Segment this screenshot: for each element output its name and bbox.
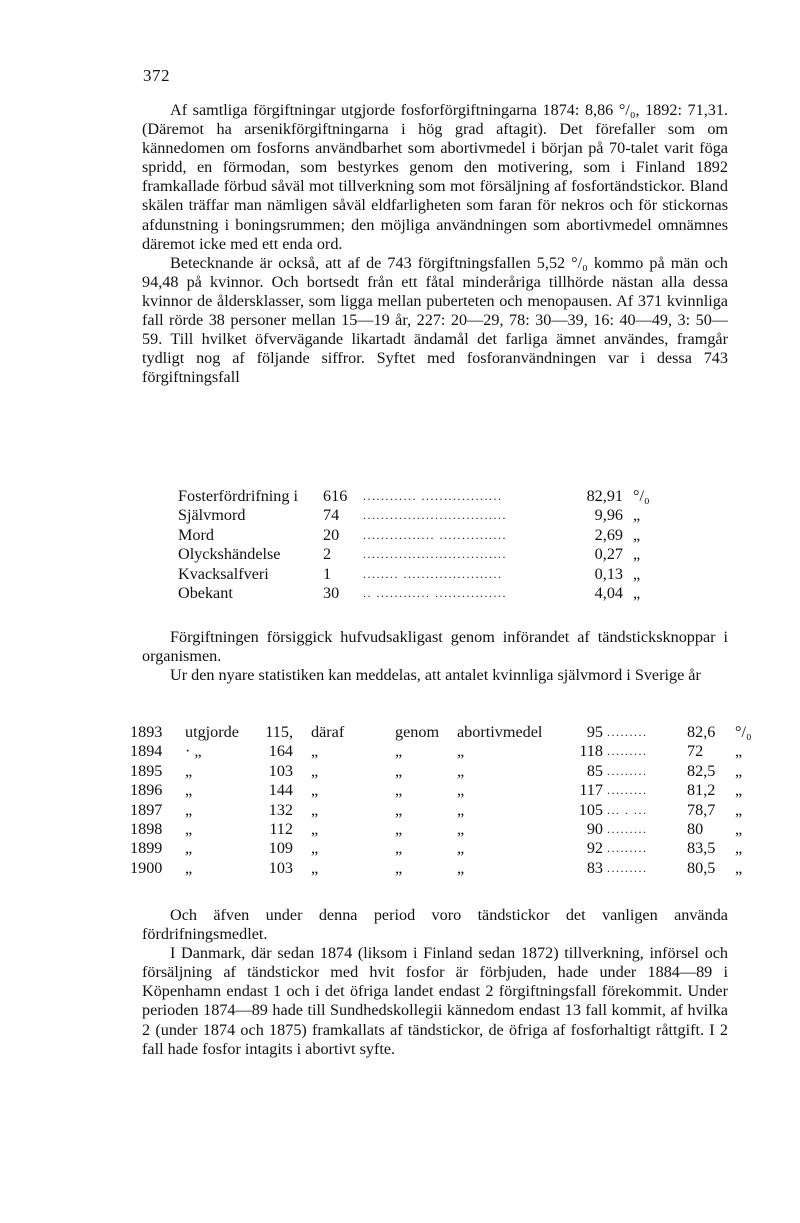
year-d1: „ <box>311 761 319 780</box>
year-total: 144 <box>268 781 293 800</box>
year-d2: genom <box>395 723 440 741</box>
year-d1: „ <box>311 781 319 800</box>
year-unit: „ <box>735 742 743 761</box>
cause-unit: °/₀ <box>633 487 650 505</box>
year-year: 1900 <box>130 858 163 877</box>
year-pct: 80 <box>687 820 704 839</box>
cause-row <box>178 487 663 506</box>
year-pct: 81,2 <box>687 781 716 800</box>
cause-table <box>178 487 663 603</box>
body-text-bottom <box>142 906 728 1059</box>
year-unit: „ <box>735 761 743 780</box>
cause-count: 30 <box>323 584 340 603</box>
year-d2: „ <box>395 839 403 858</box>
year-year: 1893 <box>130 723 163 741</box>
cause-row <box>178 545 663 564</box>
year-phrase: „ <box>185 761 193 780</box>
year-unit: „ <box>735 800 743 819</box>
year-d1: „ <box>311 820 319 839</box>
year-dots: ......... <box>607 860 648 875</box>
column-gap <box>293 742 311 761</box>
year-abort: 117 <box>579 781 603 800</box>
year-d2: „ <box>395 800 403 819</box>
paragraph: Af samtliga förgiftningar utgjorde fosforförgiftningarna 1874: 8,86 °/₀, 1892: 71,31. (Däremot ha arsenikförgiftningarna i hög grad aftagit). Det förefaller som om kännedomen om fosforns användbarhet som abortivmedel i början på 70-talet varit föga spridd, en förmodan, som bestyrkes genom den motivering, som i Finland 1892 framkallade förbud såväl mot tillverkning som mot försäljning af fosfortändstickor. Bland skälen träffar man nämligen såväl eldfarligheten som faran för nekros och för stickornas afdunstning i boningsrummen; den möjliga användningen som abortivmedel omnämnes däremot icke med ett enda ord. <box>142 101 728 253</box>
cause-dots: ................ ............... <box>363 527 507 542</box>
year-d2: „ <box>395 761 403 780</box>
cause-name: Kvacksalfveri <box>178 564 269 583</box>
cause-unit: „ <box>633 564 641 583</box>
cause-row <box>178 565 663 584</box>
column-gap <box>293 723 311 742</box>
year-d1: „ <box>311 800 319 819</box>
cause-count: 2 <box>323 545 332 564</box>
year-abort: 90 <box>586 820 603 839</box>
year-d2: „ <box>395 781 403 800</box>
year-abort: 83 <box>586 858 603 877</box>
cause-row <box>178 506 663 525</box>
cause-dots: .. ............ ................ <box>363 586 507 601</box>
cause-name: Olyckshändelse <box>178 545 281 564</box>
year-row <box>130 723 755 742</box>
year-total: 109 <box>268 839 293 858</box>
year-phrase: „ <box>185 800 193 819</box>
year-row <box>130 781 755 800</box>
year-abort: 105 <box>578 800 603 819</box>
year-d2: „ <box>395 858 403 877</box>
column-gap <box>293 859 311 878</box>
cause-pct: 0,13 <box>594 564 623 583</box>
year-d3: „ <box>457 800 465 819</box>
year-dots: ......... <box>607 744 648 759</box>
year-dots: ......... <box>607 725 648 739</box>
cause-count: 1 <box>323 564 332 583</box>
year-dots: ......... <box>607 763 648 778</box>
column-gap <box>293 839 311 858</box>
cause-pct: 2,69 <box>594 525 623 544</box>
body-text-middle <box>142 628 728 685</box>
year-phrase: · „ <box>185 742 202 761</box>
column-gap <box>293 762 311 781</box>
cause-unit: „ <box>633 584 641 603</box>
paragraph: I Danmark, där sedan 1874 (liksom i Finland sedan 1872) tillverkning, införsel och försäljning af tändstickor med hvit fosfor är förbjuden, hade under 1884—89 i Köpenhamn endast 1 och i det öfriga landet endast 2 förgiftningsfall förekommit. Under perioden 1874—89 hade till Sundhedskollegii kännedom endast 13 fall kommit, af hvilka 2 (under 1874 och 1875) framkallats af tändstickor, de öfriga af fosforhaltigt råttgift. I 2 fall hade fosfor intagits i abortivt syfte. <box>142 944 728 1058</box>
paragraph: Betecknande är också, att af de 743 förgiftningsfallen 5,52 °/₀ kommo på män och 94,48 på kvinnor. Och bortsedt från ett fåtal minderåriga tillhörde nästan alla dessa kvinnor de åldersklasser, som ligga mellan puberteten och menopausen. Af 371 kvinnliga fall rörde 38 personer mellan 15—19 år, 227: 20—29, 78: 30—39, 16: 40—49, 3: 50—59. Till hvilket öfvervägande likartadt ändamål det farliga ämnet användes, framgår tydligt nog af följande siffror. Syftet med fosforanvändningen var i dessa 743 förgiftningsfall <box>142 253 728 387</box>
year-d3: „ <box>457 820 465 839</box>
year-abort: 85 <box>586 761 603 780</box>
year-pct: 78,7 <box>687 800 716 819</box>
cause-pct: 0,27 <box>594 545 623 564</box>
year-pct: 82,5 <box>687 761 716 780</box>
cause-pct: 9,96 <box>594 506 623 525</box>
cause-pct: 82,91 <box>586 487 623 505</box>
year-d2: „ <box>395 820 403 839</box>
cause-name: Mord <box>178 525 214 544</box>
cause-row <box>178 584 663 603</box>
cause-pct: 4,04 <box>594 584 623 603</box>
year-d1: „ <box>311 839 319 858</box>
cause-unit: „ <box>633 545 641 564</box>
year-d1: „ <box>311 858 319 877</box>
column-gap <box>293 801 311 820</box>
year-total: 132 <box>268 800 293 819</box>
year-row <box>130 859 755 878</box>
year-year: 1899 <box>130 839 163 858</box>
cause-dots: ........ ...................... <box>363 566 503 581</box>
year-abort: 118 <box>579 742 603 761</box>
cause-row <box>178 526 663 545</box>
year-phrase: „ <box>185 820 193 839</box>
year-unit: °/₀ <box>735 723 752 741</box>
year-unit: „ <box>735 781 743 800</box>
year-d1: däraf <box>311 723 345 741</box>
year-pct: 72 <box>687 742 704 761</box>
cause-name: Självmord <box>178 506 246 525</box>
cause-count: 20 <box>323 525 340 544</box>
column-gap <box>293 820 311 839</box>
year-pct: 80,5 <box>687 858 716 877</box>
year-d3: abortivmedel <box>457 723 543 741</box>
page-number: 372 <box>143 66 170 85</box>
year-phrase: „ <box>185 839 193 858</box>
year-year: 1898 <box>130 820 163 839</box>
year-d3: „ <box>457 858 465 877</box>
year-total: 112 <box>269 820 293 839</box>
year-total: 164 <box>268 742 293 761</box>
year-row <box>130 839 755 858</box>
year-phrase: utgjorde <box>185 723 239 741</box>
year-year: 1895 <box>130 761 163 780</box>
year-d3: „ <box>457 761 465 780</box>
year-d3: „ <box>457 742 465 761</box>
year-dots: ... . ... <box>607 802 648 817</box>
column-gap <box>293 781 311 800</box>
cause-count: 74 <box>323 506 340 525</box>
cause-dots: ............ .................. <box>363 489 503 503</box>
year-dots: ......... <box>607 822 648 837</box>
year-unit: „ <box>735 858 743 877</box>
year-year: 1894 <box>130 742 163 761</box>
year-total: 103 <box>268 858 293 877</box>
year-d1: „ <box>311 742 319 761</box>
body-text-top <box>142 101 728 387</box>
year-d3: „ <box>457 781 465 800</box>
paragraph: Och äfven under denna period voro tändstickor det vanligen använda fördrifningsmedlet. <box>142 906 728 944</box>
year-phrase: „ <box>185 858 193 877</box>
year-unit: „ <box>735 820 743 839</box>
year-pct: 83,5 <box>687 839 716 858</box>
year-total: 103 <box>268 761 293 780</box>
cause-dots: ................................ <box>363 547 507 562</box>
year-d2: „ <box>395 742 403 761</box>
cause-unit: „ <box>633 525 641 544</box>
year-abort: 95 <box>586 723 603 741</box>
year-table <box>130 723 755 878</box>
year-d3: „ <box>457 839 465 858</box>
paragraph: Förgiftningen försiggick hufvudsakligast genom införandet af tändsticksknoppar i organismen. <box>142 628 728 666</box>
year-row <box>130 742 755 761</box>
cause-count: 616 <box>323 487 348 505</box>
year-row <box>130 820 755 839</box>
year-phrase: „ <box>185 781 193 800</box>
year-total: 115, <box>265 723 293 741</box>
paragraph: Ur den nyare statistiken kan meddelas, att antalet kvinnliga självmord i Sverige år <box>170 666 701 685</box>
year-row <box>130 801 755 820</box>
cause-name: Obekant <box>178 584 233 603</box>
year-dots: ......... <box>607 783 648 798</box>
year-pct: 82,6 <box>687 723 716 741</box>
year-row <box>130 762 755 781</box>
cause-name: Fosterfördrifning i <box>178 487 299 505</box>
cause-unit: „ <box>633 506 641 525</box>
year-year: 1896 <box>130 781 163 800</box>
year-abort: 92 <box>586 839 603 858</box>
cause-dots: ................................ <box>363 508 507 523</box>
year-dots: ......... <box>607 841 648 856</box>
year-unit: „ <box>735 839 743 858</box>
year-year: 1897 <box>130 800 163 819</box>
